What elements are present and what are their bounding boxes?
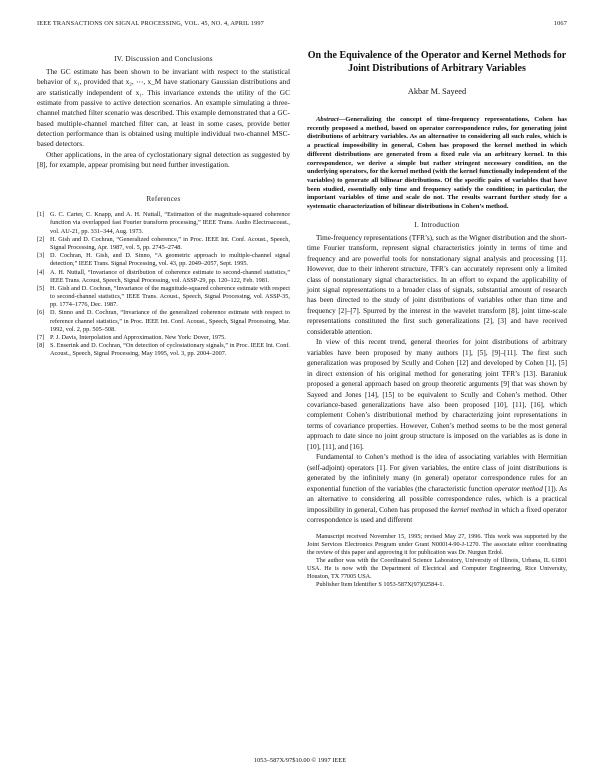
abstract-label: Abstract— [316,116,346,123]
reference-item: [1] G. C. Carter, C. Knapp, and A. H. Nuttall, “Estimation of the magnitude-squared coherence function via overlapped fast Fourier transform processing,” IEEE Trans. Audio Electroacoust., vol. AU-21, pp. 331–344, Aug. 1973. [37,211,290,235]
reference-item: [7] P. J. Davis, Interpolation and Approximation. New York: Dover, 1975. [37,333,226,341]
page-number: 1067 [553,20,567,27]
conclusion-paragraph-1: The GC estimate has been shown to be invariant with respect to the statistical behavior of x₁, provided that x₂, ⋯, x_M have stationary Gaussian distributions and are statistically independent of x₁. This invariance extends the utility of the GC estimate from passive to active detection scenarios. An example simulating a three-channel matched filter scenario was described. This example demonstrated that a GC-based multiple-channel matched filter can, at least in some cases, provide better detection performance than is obtained using multiple individual two-channel MSC-based detectors. [37,67,290,149]
conclusion-paragraph-2: Other applications, in the area of cyclostationary signal detection as suggested by [8], for example, appear promising but need further investigation. [37,149,290,170]
intro-paragraph-1: Time-frequency representations (TFR’s), such as the Wigner distribution and the short-time Fourier transform, represent signal characteristics jointly in terms of time and frequency and are powerful tools for nonstationary signal analysis and processing [1]. However, due to their inherent structure, TFR’s can accurately represent only a limited class of nonstationary signal characteristics. In an effort to expand the applicability of joint signal representations to a broader class of signals, substantial amount of research has been directed to the study of joint distributions of variables other than time and frequency [2]–[7]. Spurred by the interest in the wavelet transform [8], joint time-scale representations constituted the first such generalizations [2], [3] and have received considerable attention. [307,233,567,336]
footnote-manuscript: Manuscript received November 15, 1995; revised May 27, 1996. This work was supported by the Joint Services Electronics Program under Grant N00014-90-J-1270. The associate editor coordinating the review of this paper and approving it for publication was Dr. Nurgun Erdol. [307,533,567,557]
left-column [37,48,290,359]
reference-item: [8] S. Enserink and D. Cochran, “On detection of cyclostationary signals,” in Proc. IEEE Int. Conf. Acoust., Speech, Signal Processing, May 1995, vol. 3, pp. 2004–2007. [37,342,290,358]
reference-item: [6] D. Sinno and D. Cochran, “Invariance of the generalized coherence estimate with respect to reference channel statistics,” in Proc. IEEE Int. Conf. Acoust., Speech, Signal Processing, Mar. 1992, vol. 2, pp. 505–508. [37,309,290,333]
copyright-footer: 1053–587X/97$10.00 © 1997 IEEE [253,757,347,764]
reference-item: [3] D. Cochran, H. Gish, and D. Sinno, “A geometric approach to multiple-channel signal detection,” IEEE Trans. Signal Processing, vol. 43, pp. 2049–2057, Sept. 1995. [37,252,290,268]
intro-paragraph-3: Fundamental to Cohen’s method is the idea of associating variables with Hermitian (self-adjoint) operators [1]. For given variables, the entire class of joint distributions is generated by the infinitely many (in general) operator correspondence rules for an exponential function of the variables (the characteristic function operator method [1]). As an alternative to considering all possible correspondence rules, which is a practical impossibility in general, Cohen has proposed the kernel method in which a fixed operator correspondence is used and different [307,453,567,524]
abstract [307,116,567,212]
section-heading-i: I. Introduction [414,219,460,229]
running-header [37,20,567,27]
section-heading-iv: IV. Discussion and Conclusions [114,54,213,63]
intro-paragraph-2: In view of this recent trend, general theories for joint distributions of arbitrary variables have been proposed by many authors [1], [5], [9]–[11]. The first such generalization was proposed by Scully and Cohen [12] and developed by Cohen [1], [5] in direct extension of his original method for generating joint TFR’s [13]. Baraniuk proposed a general approach based on group theoretic arguments [9] that was shown by Sayeed and Jones [14], [15] to be equivalent to Scully and Cohen’s method. Other covariance-based generalizations have also been proposed [10], [11], [16], which complement Cohen’s distributional method by characterizing joint representations in terms of covariance properties. However, Cohen’s method seems to be the most general approach to date since no joint group structure is imposed on the variables as is done in [10], [11], and [16]. [307,338,567,451]
paper-title: On the Equivalence of the Operator and Kernel Methods for Joint Distributions of Arbitrary Variables [307,50,567,74]
reference-item: [4] A. H. Nuttall, “Invariance of distribution of coherence estimate to second-channel statistics,” IEEE Trans. Acoust, Speech, Signal Processing, vol. ASSP-29, pp. 120–122, Feb. 1981. [37,268,290,284]
author-name: Akbar M. Sayeed [407,87,467,96]
journal-header: IEEE TRANSACTIONS ON SIGNAL PROCESSING, VOL. 45, NO. 4, APRIL 1997 [37,20,264,27]
reference-list [37,211,290,358]
reference-item: [2] H. Gish and D. Cochran, “Generalized coherence,” in Proc. IEEE Int. Conf. Acoust., Speech, Signal Processing, Apr. 1987, vol. 5, pp. 2745–2748. [37,235,290,251]
references-heading: References [146,195,181,204]
reference-item: [5] H. Gish and D. Cochran, “Invariance of the magnitude-squared coherence estimate with respect to second-channel statistics,” IEEE Trans. Acoust., Speech, Signal Processing, vol. ASSP-35, pp. 1774–1776, Dec. 1987. [37,285,290,309]
abstract-text: Generalizing the concept of time-frequency representations, Cohen has recently proposed a method, based on operator correspondence rules, for generating joint distributions of arbitrary variables. As an alternative to considering all such rules, which is a practical impossibility in general, Cohen has proposed the kernel method in which different distributions are generated from a fixed rule via an arbitrary kernel. In this correspondence, we derive a simple but rather stringent necessary condition, on the underlying operators, for the kernel method (with the kernel functionally independent of the variables) to generate all bilinear distributions. Of the specific pairs of variables that have been studied, essentially only time and frequency satisfy the condition; in particular, the important variables of time and scale do not. The results warrant further study for a systematic characterization of bilinear distributions in Cohen’s method. [307,116,567,211]
right-column [307,48,567,589]
footnote-affiliation: The author was with the Coordinated Science Laboratory, University of Illinois, Urbana, IL 61801 USA. He is now with the Department of Electrical and Computer Engineering, Rice University, Houston, TX 77005 USA. [307,557,567,581]
footnote-publisher-id: Publisher Item Identifier S 1053-587X(97)02584-1. [316,581,445,589]
